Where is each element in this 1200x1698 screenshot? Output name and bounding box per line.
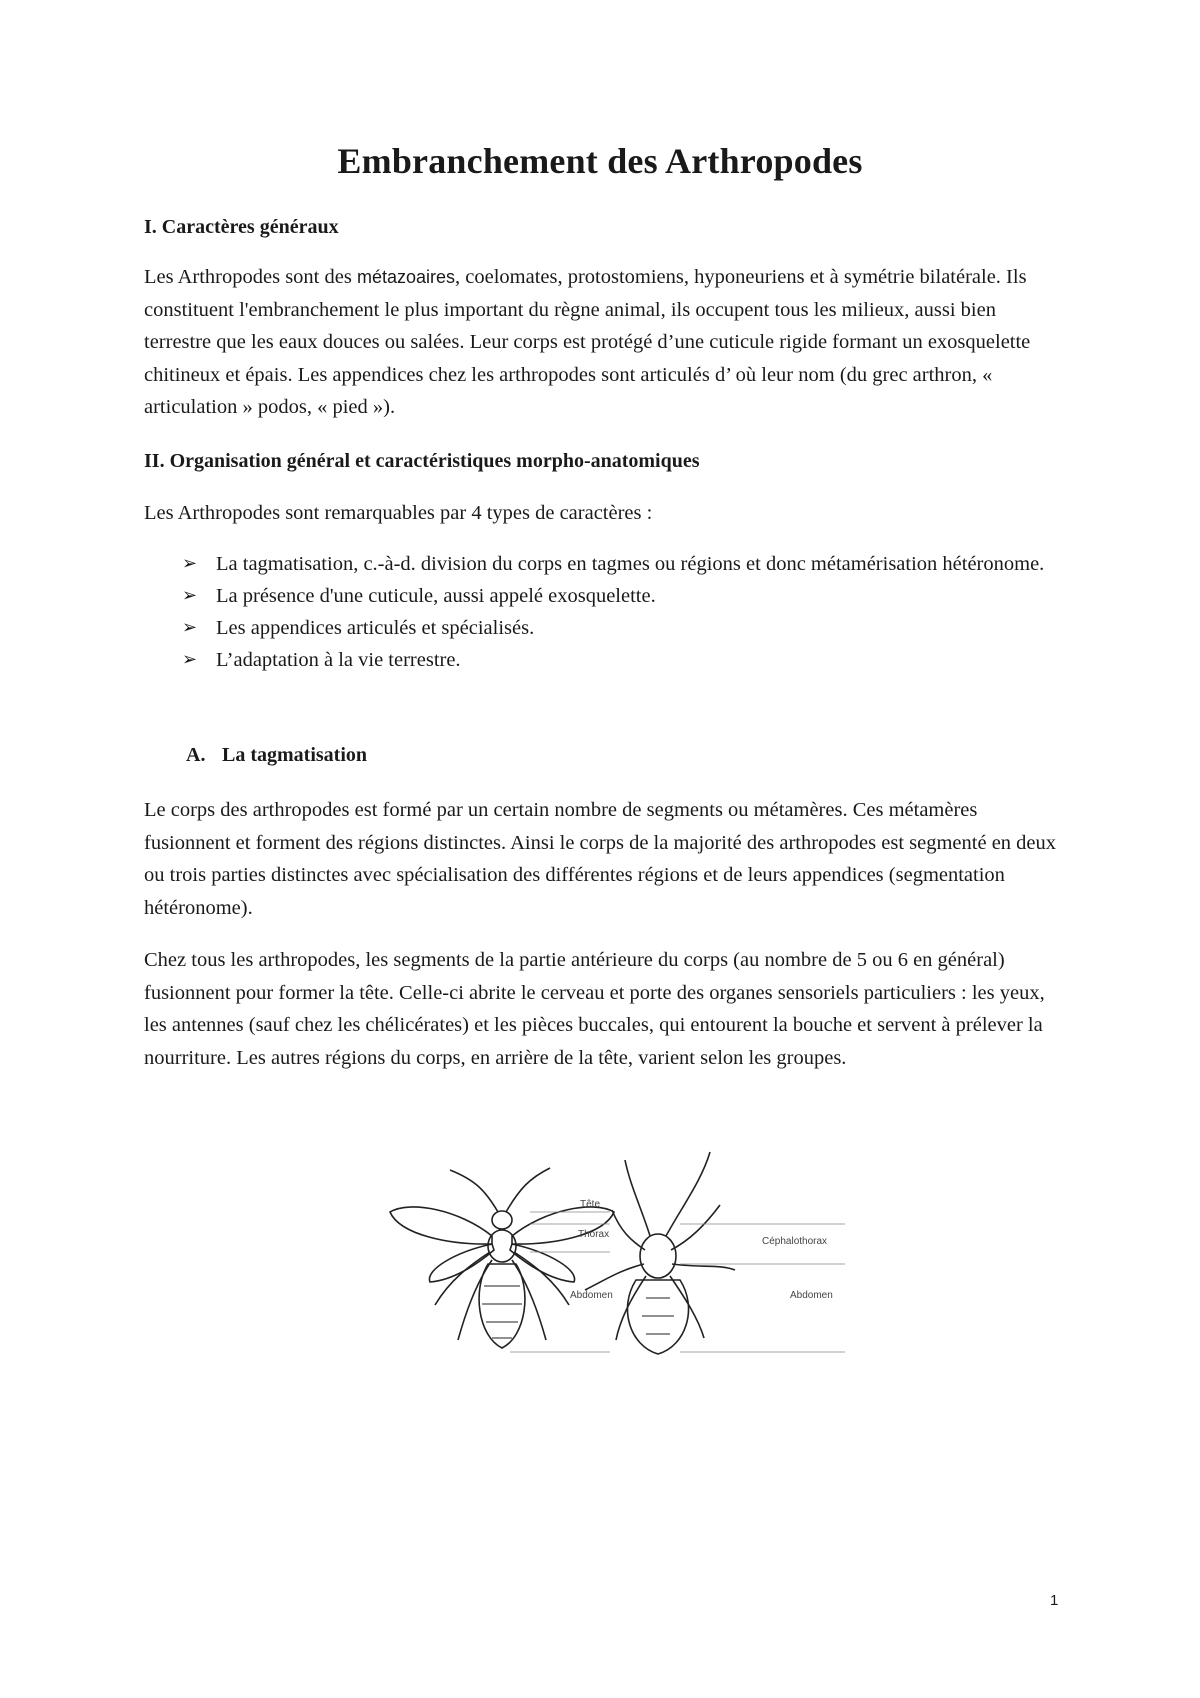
insect-illustration xyxy=(390,1168,614,1348)
paragraph-text: Les Arthropodes sont des xyxy=(144,266,357,288)
section-heading-caracteres: I. Caractères généraux xyxy=(144,216,339,238)
list-item xyxy=(180,580,1060,612)
list-item xyxy=(180,612,1060,644)
list-item-text: Les appendices articulés et spécialisés. xyxy=(216,617,535,639)
paragraph-tagmatisation-2: Chez tous les arthropodes, les segments de la partie antérieure du corps (au nombre de 5 ou 6 en général) fusionnent pour former la tête. Celle-ci abrite le cerveau et porte des organes sensoriels particuliers : les yeux, les antennes (sauf chez les chélicérates) et les pièces buccales, qui entourent la bouche et servent à prélever la nourriture. Les autres régions du corps, en arrière de la tête, varient selon les groupes. xyxy=(144,949,1045,1069)
document-title: Embranchement des Arthropodes xyxy=(337,141,863,181)
list-item-text: La tagmatisation, c.-à-d. division du corps en tagmes ou régions et donc métamérisation hétéronome. xyxy=(216,553,1045,575)
subsection-number: A. xyxy=(186,744,206,766)
bullet-list xyxy=(180,548,1060,676)
arrow-bullet-icon: ➢ xyxy=(182,649,198,670)
paragraph-caracteres-generaux xyxy=(144,261,1064,424)
list-item-text: L’adaptation à la vie terrestre. xyxy=(216,649,461,671)
spider-illustration xyxy=(585,1152,735,1354)
arrow-bullet-icon: ➢ xyxy=(182,553,198,574)
list-item xyxy=(180,644,1060,676)
paragraph-text: , coelomates, protostomiens, hyponeuriens et à symétrie bilatérale. Ils constituent l'embranchement le plus important du règne animal, ils occupent tous les milieux, aussi bien terrestre que les eaux douces ou salées. Leur corps est protégé d’une cuticule rigide formant un exosquelette chitineux et épais. Les appendices chez les arthropodes sont articulés d’ où leur nom (du grec arthron, « articulation » podos, « pied »). xyxy=(144,266,1031,418)
arrow-bullet-icon: ➢ xyxy=(182,617,198,638)
list-item xyxy=(180,548,1060,580)
label-abdomen-spider: Abdomen xyxy=(790,1290,833,1301)
arrow-bullet-icon: ➢ xyxy=(182,585,198,606)
section-heading-organisation: II. Organisation général et caractéristiques morpho-anatomiques xyxy=(144,450,700,472)
figure-labels xyxy=(570,1199,833,1301)
label-tete: Tête xyxy=(580,1199,601,1210)
label-thorax: Thorax xyxy=(578,1229,610,1240)
subsection-heading-tagmatisation xyxy=(186,744,367,767)
page-number: 1 xyxy=(1050,1592,1059,1609)
term-metazoaires: métazoaires xyxy=(356,267,455,287)
list-item-text: La présence d'une cuticule, aussi appelé exosquelette. xyxy=(216,585,656,607)
paragraph-tagmatisation-1: Le corps des arthropodes est formé par un certain nombre de segments ou métamères. Ces métamères fusionnent et forment des régions distinctes. Ainsi le corps de la majorité des arthropodes est segmenté en deux ou trois parties distinctes avec spécialisation des différentes régions et de leurs appendices (segmentation hétéronome). xyxy=(144,799,1057,919)
label-abdomen-insect: Abdomen xyxy=(570,1290,613,1301)
figure-guide-lines xyxy=(510,1212,845,1352)
tagmatisation-figure xyxy=(380,1140,850,1360)
label-cephalothorax: Céphalothorax xyxy=(762,1236,828,1247)
paragraph-intro-caracteres: Les Arthropodes sont remarquables par 4 types de caractères : xyxy=(144,502,653,524)
subsection-title: La tagmatisation xyxy=(222,744,367,766)
